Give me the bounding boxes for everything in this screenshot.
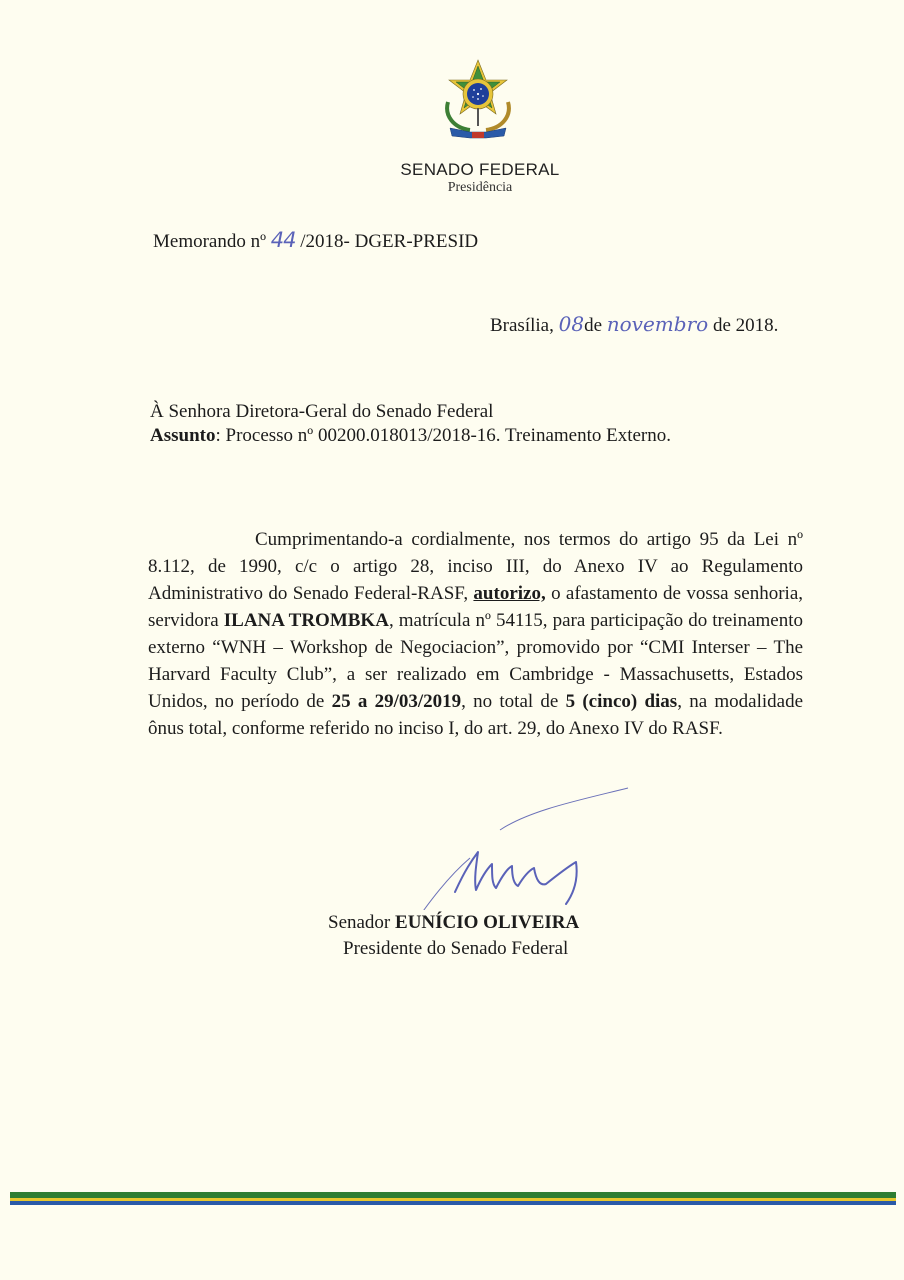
date-de: de [584,315,602,336]
handwritten-signature [380,780,640,910]
memo-number-line [153,228,478,253]
recipient-line: À Senhora Diretora-Geral do Senado Federal [150,401,494,422]
body-text-5: , na modalidade ônus total, conforme referido no inciso I, do art. 29, do Anexo IV do RASF. [148,691,804,739]
signatory-name: EUNÍCIO OLIVEIRA [395,912,580,933]
body-authorize: autorizo, [473,583,546,604]
signatory-role: Presidente do Senado Federal [343,938,569,959]
body-employee-name: ILANA TROMBKA [223,610,389,631]
signatory-name-line [328,912,579,934]
addressee-block [150,400,671,448]
date-month-handwritten: novembro [606,312,709,336]
signatory-title: Senador [328,912,391,933]
memo-prefix: Memorando nº [153,231,267,252]
memo-number-handwritten: 44 [270,228,296,252]
brazil-coat-of-arms-icon [434,58,522,140]
subject-text: : Processo nº 00200.018013/2018-16. Treinamento Externo. [215,425,672,446]
body-text-4: , no total de [461,691,559,712]
date-city: Brasília, [490,315,554,336]
body-text-3: , matrícula nº 54115, para participação do treinamento externo “WNH – Workshop de Negociacion”, promovido por “CMI Interser – The Harvard Faculty Club”, a ser realizado em Cambridge - Massachusetts, Estados Unidos, no período de [148,610,803,712]
body-period: 25 a 29/03/2019 [331,691,462,712]
memo-body-paragraph [148,526,803,742]
subject-line [150,424,671,448]
footer-stripe [10,1192,896,1206]
date-day-handwritten: 08 [558,312,585,336]
body-text-1: Cumprimentando-a cordialmente, nos termos do artigo 95 da Lei nº 8.112, de 1990, c/c o artigo 28, inciso III, do Anexo IV ao Regulamento Administrativo do Senado Federal-RASF, [148,529,803,604]
date-year: de 2018. [712,315,779,336]
institution-subdivision: Presidência [447,180,513,195]
memo-suffix: /2018- DGER-PRESID [300,231,479,252]
institution-name: SENADO FEDERAL [400,160,560,179]
date-line [490,312,778,337]
body-days: 5 (cinco) dias [565,691,678,712]
body-text-2: o afastamento de vossa senhoria, servidora [148,583,803,631]
subject-label: Assunto [150,425,216,446]
